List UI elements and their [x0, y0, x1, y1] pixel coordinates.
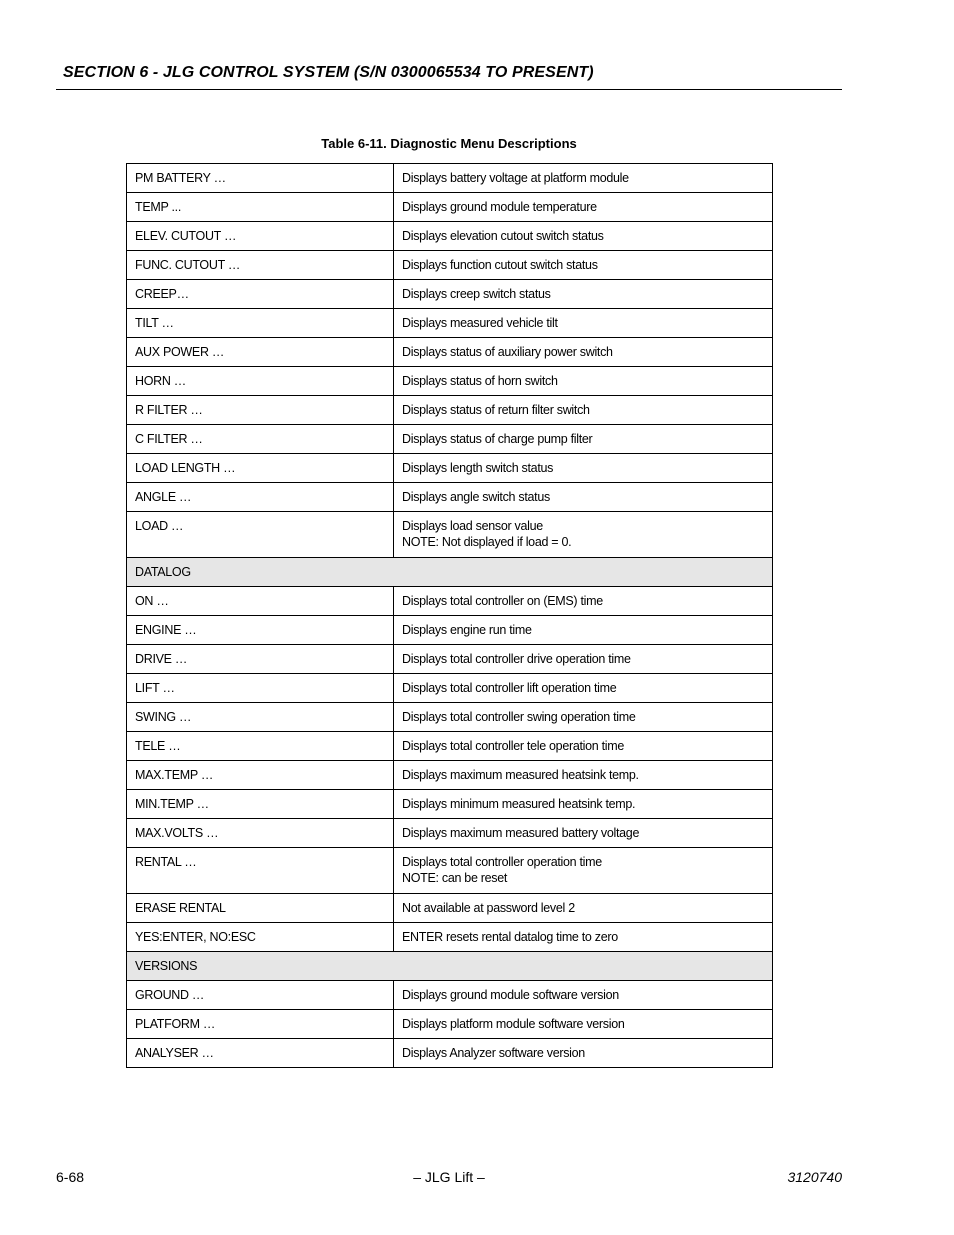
- description-cell: [394, 981, 773, 1010]
- menu-item-cell: MAX.VOLTS …: [127, 819, 394, 848]
- description-cell: [394, 645, 773, 674]
- table-row: [127, 790, 773, 819]
- section-title: SECTION 6 - JLG CONTROL SYSTEM (S/N 0300065534 TO PRESENT): [63, 64, 594, 81]
- description-cell: [394, 454, 773, 483]
- description-text: Displays maximum measured battery voltage: [402, 826, 640, 840]
- table-row: [127, 396, 773, 425]
- table-row: [127, 616, 773, 645]
- document-number: 3120740: [787, 1169, 842, 1185]
- description-note: NOTE: Not displayed if load = 0.: [402, 535, 572, 549]
- description-text: Displays battery voltage at platform module: [402, 171, 629, 185]
- menu-item-cell: ANALYSER …: [127, 1039, 394, 1068]
- table-row: [127, 587, 773, 616]
- menu-item-cell: PM BATTERY …: [127, 164, 394, 193]
- description-text: Displays status of charge pump filter: [402, 432, 593, 446]
- description-text: Displays load sensor value: [402, 519, 543, 533]
- table-row: [127, 981, 773, 1010]
- menu-item-cell: SWING …: [127, 703, 394, 732]
- table-row: [127, 483, 773, 512]
- table-row: [127, 1039, 773, 1068]
- description-cell: [394, 1039, 773, 1068]
- table-row: [127, 425, 773, 454]
- table-row: [127, 338, 773, 367]
- description-text: Displays ground module software version: [402, 988, 619, 1002]
- table-row: [127, 280, 773, 309]
- section-label: DATALOG: [127, 558, 773, 587]
- description-cell: [394, 894, 773, 923]
- menu-item-cell: MIN.TEMP …: [127, 790, 394, 819]
- menu-item-cell: TEMP ...: [127, 193, 394, 222]
- table-row: [127, 164, 773, 193]
- description-text: Displays ground module temperature: [402, 200, 597, 214]
- description-cell: [394, 703, 773, 732]
- table-row: [127, 923, 773, 952]
- description-text: Displays platform module software version: [402, 1017, 625, 1031]
- table-row: [127, 848, 773, 894]
- section-label: VERSIONS: [127, 952, 773, 981]
- description-cell: [394, 483, 773, 512]
- description-text: Displays length switch status: [402, 461, 554, 475]
- description-text: Displays total controller swing operation time: [402, 710, 636, 724]
- menu-item-cell: ON …: [127, 587, 394, 616]
- description-text: Displays creep switch status: [402, 287, 551, 301]
- menu-item-cell: MAX.TEMP …: [127, 761, 394, 790]
- menu-item-cell: R FILTER …: [127, 396, 394, 425]
- description-text: Displays total controller drive operation time: [402, 652, 631, 666]
- menu-item-cell: ELEV. CUTOUT …: [127, 222, 394, 251]
- description-text: Displays total controller lift operation time: [402, 681, 617, 695]
- description-cell: [394, 587, 773, 616]
- table-row: [127, 367, 773, 396]
- description-cell: [394, 338, 773, 367]
- description-text: Displays status of horn switch: [402, 374, 558, 388]
- description-text: Displays angle switch status: [402, 490, 550, 504]
- menu-item-cell: LOAD LENGTH …: [127, 454, 394, 483]
- menu-item-cell: ANGLE …: [127, 483, 394, 512]
- menu-item-cell: TILT …: [127, 309, 394, 338]
- description-cell: [394, 193, 773, 222]
- description-text: Displays engine run time: [402, 623, 532, 637]
- description-text: Displays status of return filter switch: [402, 403, 590, 417]
- description-cell: [394, 425, 773, 454]
- description-text: Displays maximum measured heatsink temp.: [402, 768, 639, 782]
- description-cell: [394, 732, 773, 761]
- menu-item-cell: HORN …: [127, 367, 394, 396]
- menu-item-cell: GROUND …: [127, 981, 394, 1010]
- table-row: [127, 732, 773, 761]
- description-cell: [394, 923, 773, 952]
- description-text: Displays function cutout switch status: [402, 258, 598, 272]
- menu-item-cell: AUX POWER …: [127, 338, 394, 367]
- table-row: [127, 674, 773, 703]
- table-row: [127, 512, 773, 558]
- description-cell: [394, 790, 773, 819]
- header-rule: [56, 89, 842, 90]
- description-text: Displays total controller on (EMS) time: [402, 594, 603, 608]
- table-row: [127, 703, 773, 732]
- description-cell: [394, 164, 773, 193]
- diagnostic-menu-table: [126, 163, 773, 1068]
- table-row: [127, 761, 773, 790]
- table-row: [127, 222, 773, 251]
- description-cell: [394, 512, 773, 558]
- description-cell: [394, 616, 773, 645]
- section-row: [127, 558, 773, 587]
- menu-item-cell: DRIVE …: [127, 645, 394, 674]
- description-text: Displays measured vehicle tilt: [402, 316, 558, 330]
- page-number: 6-68: [56, 1169, 85, 1185]
- description-text: ENTER resets rental datalog time to zero: [402, 930, 618, 944]
- description-text: Displays status of auxiliary power switch: [402, 345, 613, 359]
- footer-brand: – JLG Lift –: [413, 1169, 485, 1185]
- table-row: [127, 1010, 773, 1039]
- table-row: [127, 193, 773, 222]
- description-cell: [394, 222, 773, 251]
- description-cell: [394, 819, 773, 848]
- menu-item-cell: ERASE RENTAL: [127, 894, 394, 923]
- description-note: NOTE: can be reset: [402, 871, 508, 885]
- menu-item-cell: CREEP…: [127, 280, 394, 309]
- description-text: Displays total controller tele operation time: [402, 739, 625, 753]
- section-row: [127, 952, 773, 981]
- menu-item-cell: PLATFORM …: [127, 1010, 394, 1039]
- menu-item-cell: C FILTER …: [127, 425, 394, 454]
- description-cell: [394, 367, 773, 396]
- description-text: Displays Analyzer software version: [402, 1046, 585, 1060]
- description-text: Displays minimum measured heatsink temp.: [402, 797, 636, 811]
- description-text: Displays total controller operation time: [402, 855, 602, 869]
- description-cell: [394, 280, 773, 309]
- menu-item-cell: RENTAL …: [127, 848, 394, 894]
- description-text: Not available at password level 2: [402, 901, 575, 915]
- menu-item-cell: FUNC. CUTOUT …: [127, 251, 394, 280]
- menu-item-cell: LOAD …: [127, 512, 394, 558]
- menu-item-cell: LIFT …: [127, 674, 394, 703]
- description-cell: [394, 761, 773, 790]
- table-row: [127, 819, 773, 848]
- description-cell: [394, 396, 773, 425]
- description-cell: [394, 1010, 773, 1039]
- menu-item-cell: YES:ENTER, NO:ESC: [127, 923, 394, 952]
- table-row: [127, 251, 773, 280]
- table-row: [127, 894, 773, 923]
- table-row: [127, 309, 773, 338]
- table-row: [127, 454, 773, 483]
- description-text: Displays elevation cutout switch status: [402, 229, 604, 243]
- description-cell: [394, 309, 773, 338]
- table-row: [127, 645, 773, 674]
- menu-item-cell: TELE …: [127, 732, 394, 761]
- menu-item-cell: ENGINE …: [127, 616, 394, 645]
- table-body: [127, 164, 773, 1068]
- description-cell: [394, 251, 773, 280]
- description-cell: [394, 674, 773, 703]
- table-caption: Table 6-11. Diagnostic Menu Descriptions: [321, 136, 577, 151]
- description-cell: [394, 848, 773, 894]
